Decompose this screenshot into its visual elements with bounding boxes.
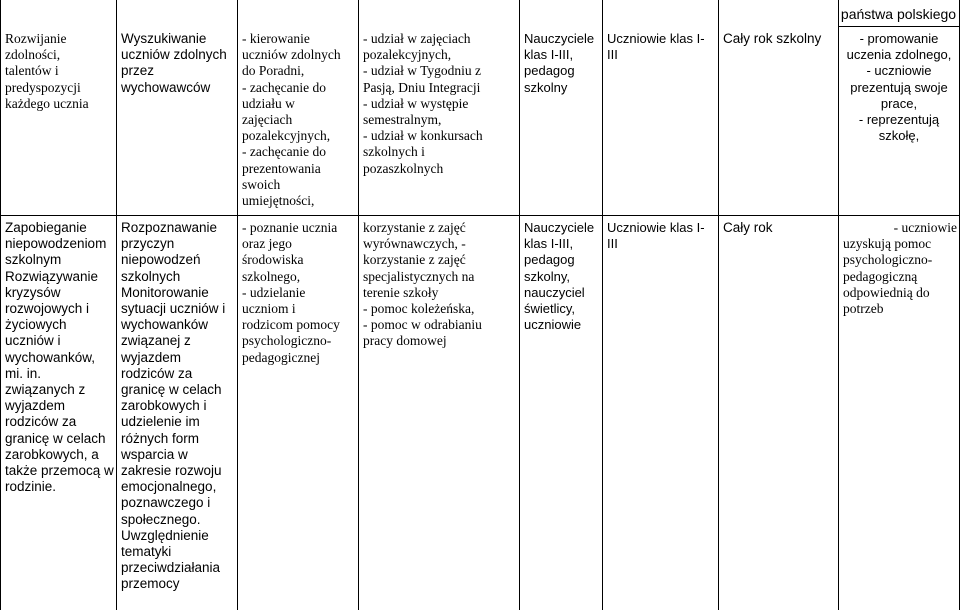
cell-line: - zachęcanie do — [242, 79, 326, 95]
cell-line: różnych form — [121, 430, 200, 446]
cell-line: uzyskują pomoc — [843, 236, 932, 252]
cell-line: wyjazdem — [5, 398, 66, 414]
cell-line: III — [607, 236, 618, 252]
cell-line: klas I-III, — [524, 236, 574, 252]
cell-line: pedagog — [524, 63, 575, 79]
cell-line: udzielenie im — [121, 414, 200, 430]
cell-line: Uwzględnienie — [121, 527, 209, 543]
cell-line: wyjazdem — [121, 349, 182, 365]
row2-goal-cell — [5, 220, 113, 495]
cell-line: związanej z — [121, 333, 191, 349]
row1-responsible-cell — [524, 31, 600, 96]
cell-line: zajęciach — [242, 112, 293, 128]
cell-line: wychowanków, — [5, 349, 96, 365]
cell-line: Rozwiązywanie — [5, 268, 99, 284]
row2-method-cell — [242, 220, 355, 366]
cell-line: III — [607, 47, 618, 63]
cell-line: umiejętności, — [242, 193, 315, 209]
cell-line: rodzinie. — [5, 479, 57, 495]
cell-line: swoich — [242, 176, 281, 192]
cell-line: rodzicom pomocy — [242, 317, 340, 333]
cell-line: psychologiczno- — [242, 333, 332, 349]
cell-line: Uczniowie klas I- — [607, 220, 705, 235]
cell-line: uczniowie — [524, 317, 582, 333]
cell-line: - uczniowie — [866, 63, 932, 79]
cell-line: Zapobieganie — [5, 220, 87, 235]
cell-line: rodziców za — [5, 414, 77, 430]
cell-line: - udział w występie — [363, 95, 469, 111]
cell-line: szkolnych i — [363, 144, 425, 160]
cell-line: udziału w — [242, 95, 295, 111]
cell-line: pracy domowej — [363, 333, 447, 349]
cell-line: zarobkowych, a — [5, 446, 99, 462]
cell-line: odpowiednią do — [843, 284, 930, 300]
cell-line: semestralnym, — [363, 112, 442, 128]
cell-line: - udział w konkursach — [363, 128, 483, 144]
cell-line: - poznanie ucznia — [242, 220, 338, 235]
row1-outcomes-cell — [842, 31, 956, 144]
row1-goal-cell — [5, 31, 113, 112]
cell-line: świetlicy, — [524, 301, 576, 317]
cell-line: szkolny — [524, 79, 568, 95]
cell-line: potrzeb — [843, 301, 884, 317]
cell-line: - udział w Tygodniu z — [363, 63, 482, 79]
cell-line: zakresie rozwoju — [121, 463, 222, 479]
cell-line: Monitorowanie — [121, 284, 209, 300]
top-fragment-cell — [838, 6, 959, 22]
cell-line: każdego ucznia — [5, 95, 89, 111]
cell-line: pedagogicznej — [242, 349, 320, 365]
row2-form-cell — [363, 220, 516, 350]
cell-line: - uczniowie — [893, 220, 957, 235]
cell-line: mi. in. — [5, 365, 42, 381]
cell-line: prezentują swoje — [850, 79, 948, 95]
cell-line: życiowych — [5, 317, 67, 333]
cell-line: uczniów i — [5, 333, 61, 349]
cell-line: związanych z — [5, 382, 86, 398]
row1-task-cell — [121, 31, 233, 96]
cell-line: wyrównawczych, - — [363, 236, 466, 252]
cell-line: prezentowania — [242, 160, 321, 176]
cell-line: - udział w zajęciach — [363, 31, 471, 46]
cell-line: Wyszukiwanie — [121, 31, 207, 46]
cell-line: Cały rok — [723, 220, 773, 235]
cell-line: kryzysów — [5, 284, 61, 300]
row2-term-cell — [723, 220, 835, 236]
cell-line: korzystanie z zajęć — [363, 252, 466, 268]
cell-line: zdolności, — [5, 47, 61, 63]
cell-line: klas I-III, — [524, 47, 574, 63]
cell-line: granicę w celach — [5, 430, 106, 446]
cell-line: - reprezentują — [858, 112, 940, 128]
cell-line: - pomoc koleżeńska, — [363, 301, 475, 317]
cell-line: specjalistycznych na — [363, 268, 475, 284]
cell-line: zarobkowych i — [121, 398, 207, 414]
cell-line: - promowanie — [859, 31, 939, 46]
cell-line: Rozpoznawanie — [121, 220, 218, 235]
cell-line: rozwojowych i — [5, 301, 90, 317]
cell-line: środowiska — [242, 252, 304, 268]
cell-line: wychowanków — [121, 317, 209, 333]
cell-line: psychologiczno- — [843, 252, 933, 268]
cell-line: tematyki — [121, 544, 172, 560]
cell-line: do Poradni, — [242, 63, 305, 79]
cell-line: niepowodzeniom — [5, 236, 107, 252]
cell-line: niepowodzeń — [121, 252, 201, 268]
cell-line: pozalekcyjnych, — [363, 47, 452, 63]
cell-line: predyspozycji — [5, 79, 81, 95]
cell-line: - udzielanie — [242, 284, 306, 300]
cell-line: przez — [121, 63, 155, 79]
cell-line: przyczyn — [121, 236, 175, 252]
row1-term-cell — [723, 31, 835, 47]
cell-line: przemocy — [121, 576, 180, 592]
cell-line: Rozwijanie — [5, 31, 67, 46]
cell-line: Pasją, Dniu Integracji — [363, 79, 481, 95]
cell-line: prace, — [880, 95, 918, 111]
row2-outcomes-cell — [843, 220, 957, 317]
cell-line-justified: talentów i — [5, 63, 59, 79]
cell-line: uczniów zdolnych — [121, 47, 227, 63]
row1-form-cell — [363, 31, 516, 177]
top-fragment-text: państwa polskiego — [840, 6, 957, 22]
cell-line: rodziców za — [121, 365, 193, 381]
cell-line: wychowawców — [121, 79, 211, 95]
cell-line: - zachęcanie do — [242, 144, 326, 160]
row1-recipients-cell — [607, 31, 717, 63]
cell-line: sytuacji uczniów i — [121, 301, 226, 317]
row2-recipients-cell — [607, 220, 717, 252]
cell-line: pozalekcyjnych, — [242, 128, 331, 144]
cell-line: emocjonalnego, — [121, 479, 217, 495]
cell-line: uczniom i — [242, 301, 296, 317]
cell-line: uczniów zdolnych — [242, 47, 341, 63]
cell-line: szkolnego, — [242, 268, 301, 284]
row1-method-cell — [242, 31, 355, 209]
cell-line: szkolny, — [524, 268, 570, 284]
cell-line: - pomoc w odrabianiu — [363, 317, 482, 333]
cell-line: wsparcia w — [121, 446, 188, 462]
cell-line: Nauczyciele — [524, 31, 595, 46]
cell-line: oraz jego — [242, 236, 292, 252]
cell-line: pedagogiczną — [843, 268, 918, 284]
cell-line: pedagog — [524, 252, 575, 268]
cell-line: Nauczyciele — [524, 220, 595, 235]
cell-line: Uczniowie klas I- — [607, 31, 705, 46]
cell-line: uczenia zdolnego, — [846, 47, 952, 63]
cell-line: korzystanie z zajęć — [363, 220, 466, 235]
cell-line: także przemocą w — [5, 463, 114, 479]
cell-line: - kierowanie — [242, 31, 310, 46]
cell-line: granicę w celach — [121, 382, 222, 398]
cell-line: szkolnych — [121, 268, 181, 284]
cell-line: poznawczego i — [121, 495, 211, 511]
cell-line: przeciwdziałania — [121, 560, 221, 576]
cell-line: Cały rok szkolny — [723, 31, 822, 46]
row2-task-cell — [121, 220, 233, 593]
cell-line: nauczyciel — [524, 284, 585, 300]
cell-line: szkołę, — [878, 128, 920, 144]
cell-line: pozaszkolnych — [363, 160, 444, 176]
cell-line: terenie szkoły — [363, 284, 439, 300]
row2-responsible-cell — [524, 220, 600, 333]
cell-line: społecznego. — [121, 511, 201, 527]
cell-line: szkolnym — [5, 252, 62, 268]
